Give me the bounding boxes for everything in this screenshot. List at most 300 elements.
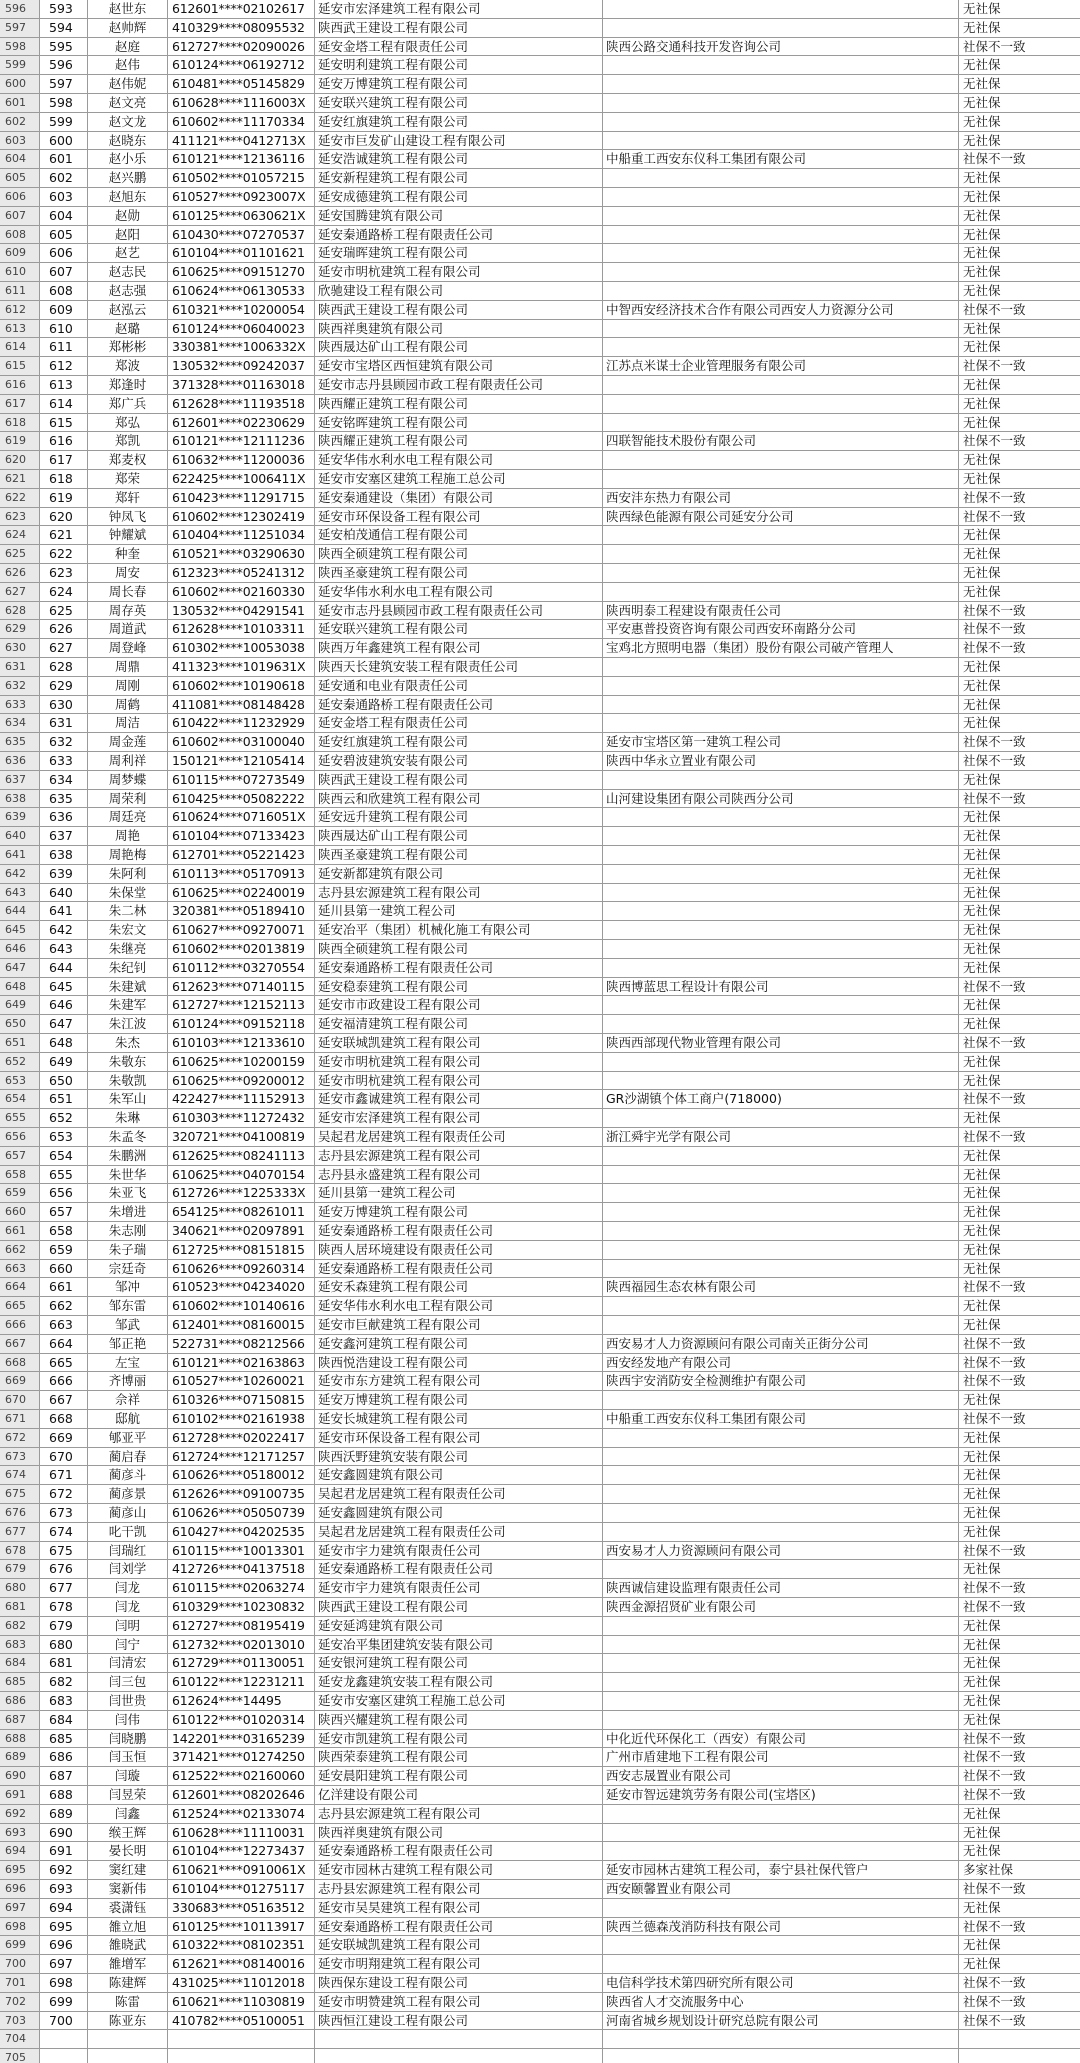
name-cell[interactable]: 郑弘 — [88, 414, 168, 432]
social-security-company-cell[interactable]: 西安沣东热力有限公司 — [603, 489, 959, 507]
seq-number-cell[interactable]: 655 — [40, 1166, 88, 1184]
status-cell[interactable]: 无社保 — [963, 170, 1001, 186]
company-cell[interactable]: 延安晨阳建筑工程有限公司 — [315, 1767, 603, 1785]
status-cell[interactable]: 无社保 — [963, 471, 1001, 486]
id-number-cell[interactable]: 610104****01101621 — [168, 244, 315, 262]
status-cell[interactable]: 无社保 — [963, 226, 1001, 242]
id-number-cell[interactable]: 612601****08202646 — [168, 1786, 315, 1804]
company-cell[interactable]: 陕西耀正建筑工程有限公司 — [315, 395, 603, 413]
social-security-company-cell[interactable] — [603, 338, 959, 356]
id-number-cell[interactable]: 610303****11272432 — [168, 1109, 315, 1127]
name-cell[interactable]: 晏长明 — [88, 1842, 168, 1860]
id-number-cell[interactable]: 610321****10200054 — [168, 301, 315, 319]
name-cell[interactable]: 周金莲 — [88, 733, 168, 751]
social-security-company-cell[interactable] — [603, 94, 959, 112]
seq-number-cell[interactable]: 623 — [40, 564, 88, 582]
status-cell[interactable]: 无社保 — [963, 828, 1001, 844]
company-cell[interactable]: 延安浩诚建筑工程有限公司 — [315, 150, 603, 168]
status-cell[interactable]: 社保不一致 — [963, 1335, 1026, 1351]
social-security-company-cell[interactable] — [603, 959, 959, 977]
status-cell[interactable]: 社保不一致 — [963, 1768, 1026, 1784]
id-number-cell[interactable]: 330683****05163512 — [168, 1899, 315, 1917]
name-cell[interactable]: 朱琳 — [88, 1109, 168, 1127]
social-security-company-cell[interactable]: 陕西金源招贤矿业有限公司 — [603, 1598, 959, 1616]
name-cell[interactable]: 郑轩 — [88, 489, 168, 507]
name-cell[interactable]: 闫昱荣 — [88, 1786, 168, 1804]
status-cell[interactable]: 无社保 — [963, 339, 1001, 355]
name-cell[interactable]: 周洁 — [88, 714, 168, 732]
name-cell[interactable]: 朱纪钊 — [88, 959, 168, 977]
seq-number-cell[interactable]: 668 — [40, 1410, 88, 1428]
company-cell[interactable]: 延安冶平集团建筑安装有限公司 — [315, 1636, 603, 1654]
name-cell[interactable]: 缑王辉 — [88, 1824, 168, 1842]
status-cell[interactable]: 无社保 — [963, 1617, 1001, 1633]
social-security-company-cell[interactable]: 西安经发地产有限公司 — [603, 1354, 959, 1372]
social-security-company-cell[interactable]: 西安颐馨置业有限公司 — [603, 1880, 959, 1898]
company-cell[interactable]: 延安联城凯建筑工程有限公司 — [315, 1034, 603, 1052]
status-cell[interactable]: 社保不一致 — [963, 38, 1026, 54]
id-number-cell[interactable]: 610602****10190618 — [168, 677, 315, 695]
social-security-company-cell[interactable] — [603, 545, 959, 563]
social-security-company-cell[interactable] — [603, 169, 959, 187]
seq-number-cell[interactable]: 700 — [40, 2012, 88, 2030]
id-number-cell[interactable]: 610602****02013819 — [168, 940, 315, 958]
company-cell[interactable]: 延安市宇力建筑有限责任公司 — [315, 1579, 603, 1597]
name-cell[interactable]: 朱军山 — [88, 1090, 168, 1108]
name-cell[interactable]: 周刚 — [88, 677, 168, 695]
name-cell[interactable]: 左宝 — [88, 1354, 168, 1372]
status-cell[interactable]: 社保不一致 — [963, 753, 1026, 768]
social-security-company-cell[interactable] — [603, 1955, 959, 1973]
seq-number-cell[interactable]: 634 — [40, 771, 88, 789]
seq-number-cell[interactable]: 639 — [40, 865, 88, 883]
seq-number-cell[interactable]: 645 — [40, 978, 88, 996]
status-cell[interactable]: 社保不一致 — [963, 508, 1026, 524]
id-number-cell[interactable]: 610632****11200036 — [168, 451, 315, 469]
company-cell[interactable]: 延安长城建筑工程有限公司 — [315, 1410, 603, 1428]
seq-number-cell[interactable]: 604 — [40, 207, 88, 225]
company-cell[interactable]: 志丹县永盛建筑工程有限公司 — [315, 1166, 603, 1184]
name-cell[interactable]: 蔺启春 — [88, 1448, 168, 1466]
status-cell[interactable]: 社保不一致 — [963, 978, 1026, 994]
company-cell[interactable]: 延安秦通路桥工程有限责任公司 — [315, 1842, 603, 1860]
name-cell[interactable]: 朱继亮 — [88, 940, 168, 958]
seq-number-cell[interactable]: 621 — [40, 526, 88, 544]
social-security-company-cell[interactable] — [603, 1805, 959, 1823]
social-security-company-cell[interactable] — [603, 1824, 959, 1842]
social-security-company-cell[interactable] — [603, 1711, 959, 1729]
status-cell[interactable]: 社保不一致 — [963, 1373, 1026, 1389]
id-number-cell[interactable]: 330381****1006332X — [168, 338, 315, 356]
id-number-cell[interactable]: 411121****0412713X — [168, 132, 315, 150]
id-number-cell[interactable]: 610326****07150815 — [168, 1391, 315, 1409]
id-number-cell[interactable]: 610425****05082222 — [168, 790, 315, 808]
status-cell[interactable]: 社保不一致 — [963, 1091, 1026, 1107]
status-cell[interactable]: 社保不一致 — [963, 1599, 1026, 1614]
status-cell[interactable]: 无社保 — [963, 847, 1001, 862]
name-cell[interactable]: 种奎 — [88, 545, 168, 563]
social-security-company-cell[interactable]: 中船重工西安东仪科工集团有限公司 — [603, 1410, 959, 1428]
name-cell[interactable]: 叱干凯 — [88, 1523, 168, 1541]
company-cell[interactable]: 延安鑫圆建筑有限公司 — [315, 1466, 603, 1484]
name-cell[interactable]: 周荣利 — [88, 790, 168, 808]
social-security-company-cell[interactable]: 西安易才人力资源顾问有限公司 — [603, 1542, 959, 1560]
status-cell[interactable]: 社保不一致 — [963, 1975, 1026, 1990]
social-security-company-cell[interactable] — [603, 902, 959, 920]
seq-number-cell[interactable]: 698 — [40, 1974, 88, 1992]
name-cell[interactable]: 闫龙 — [88, 1598, 168, 1616]
id-number-cell[interactable]: 610625****04070154 — [168, 1166, 315, 1184]
status-cell[interactable]: 无社保 — [963, 57, 1001, 73]
seq-number-cell[interactable]: 675 — [40, 1542, 88, 1560]
seq-number-cell[interactable]: 605 — [40, 226, 88, 244]
id-number-cell[interactable]: 612725****08151815 — [168, 1241, 315, 1259]
social-security-company-cell[interactable] — [603, 1899, 959, 1917]
seq-number-cell[interactable]: 697 — [40, 1955, 88, 1973]
status-cell[interactable]: 无社保 — [963, 1429, 1001, 1445]
seq-number-cell[interactable]: 644 — [40, 959, 88, 977]
seq-number-cell[interactable]: 602 — [40, 169, 88, 187]
company-cell[interactable]: 延安远升建筑工程有限公司 — [315, 808, 603, 826]
id-number-cell[interactable]: 610423****11291715 — [168, 489, 315, 507]
seq-number-cell[interactable]: 678 — [40, 1598, 88, 1616]
company-cell[interactable]: 延安万博建筑工程有限公司 — [315, 1203, 603, 1221]
seq-number-cell[interactable]: 643 — [40, 940, 88, 958]
company-cell[interactable]: 陕西兴耀建筑工程有限公司 — [315, 1711, 603, 1729]
company-cell[interactable]: 延安秦通建设（集团）有限公司 — [315, 489, 603, 507]
company-cell[interactable]: 陕西祥奥建筑有限公司 — [315, 1824, 603, 1842]
social-security-company-cell[interactable] — [603, 846, 959, 864]
seq-number-cell[interactable]: 647 — [40, 1015, 88, 1033]
status-cell[interactable]: 无社保 — [963, 865, 1001, 881]
company-cell[interactable]: 陕西全硕建筑工程有限公司 — [315, 545, 603, 563]
seq-number-cell[interactable]: 672 — [40, 1485, 88, 1503]
seq-number-cell[interactable]: 690 — [40, 1824, 88, 1842]
social-security-company-cell[interactable] — [603, 526, 959, 544]
company-cell[interactable] — [315, 2030, 603, 2048]
id-number-cell[interactable]: 612601****02230629 — [168, 414, 315, 432]
status-cell[interactable]: 无社保 — [963, 1486, 1001, 1502]
company-cell[interactable]: 陕西武王建设工程有限公司 — [315, 1598, 603, 1616]
name-cell[interactable]: 周鹤 — [88, 696, 168, 714]
seq-number-cell[interactable]: 613 — [40, 376, 88, 394]
social-security-company-cell[interactable] — [603, 1241, 959, 1259]
id-number-cell[interactable]: 612522****02160060 — [168, 1767, 315, 1785]
company-cell[interactable]: 延安金塔工程有限责任公司 — [315, 38, 603, 56]
name-cell[interactable]: 朱志刚 — [88, 1222, 168, 1240]
name-cell[interactable]: 蔺彦景 — [88, 1485, 168, 1503]
status-cell[interactable]: 无社保 — [963, 264, 1001, 280]
company-cell[interactable]: 延安新程建筑工程有限公司 — [315, 169, 603, 187]
company-cell[interactable]: 延安秦通路桥工程有限责任公司 — [315, 1560, 603, 1578]
name-cell[interactable]: 赵旭东 — [88, 188, 168, 206]
id-number-cell[interactable]: 610121****02163863 — [168, 1354, 315, 1372]
company-cell[interactable]: 吴起君龙居建筑工程有限责任公司 — [315, 1128, 603, 1146]
social-security-company-cell[interactable]: 陕西宇安消防安全检测维护有限公司 — [603, 1372, 959, 1390]
seq-number-cell[interactable]: 666 — [40, 1372, 88, 1390]
social-security-company-cell[interactable] — [603, 1109, 959, 1127]
status-cell[interactable]: 无社保 — [963, 395, 1001, 411]
id-number-cell[interactable]: 610115****10013301 — [168, 1542, 315, 1560]
id-number-cell[interactable]: 410782****05100051 — [168, 2012, 315, 2030]
name-cell[interactable]: 周长春 — [88, 583, 168, 601]
company-cell[interactable]: 陕西悦浩建设工程有限公司 — [315, 1354, 603, 1372]
name-cell[interactable]: 赵兴鹏 — [88, 169, 168, 187]
id-number-cell[interactable]: 610602****10140616 — [168, 1297, 315, 1315]
social-security-company-cell[interactable]: 山河建设集团有限公司陕西分公司 — [603, 790, 959, 808]
status-cell[interactable]: 无社保 — [963, 283, 1001, 298]
company-cell[interactable]: 延安市吴昊建筑工程有限公司 — [315, 1899, 603, 1917]
seq-number-cell[interactable]: 635 — [40, 790, 88, 808]
company-cell[interactable]: 延安华伟水利水电工程有限公司 — [315, 1297, 603, 1315]
company-cell[interactable]: 延安鑫圆建筑有限公司 — [315, 1504, 603, 1522]
seq-number-cell[interactable]: 601 — [40, 150, 88, 168]
status-cell[interactable]: 无社保 — [963, 903, 1001, 919]
id-number-cell[interactable]: 610521****03290630 — [168, 545, 315, 563]
status-cell[interactable]: 社保不一致 — [963, 1035, 1026, 1050]
social-security-company-cell[interactable]: 宝鸡北方照明电器（集团）股份有限公司破产管理人 — [603, 639, 959, 657]
company-cell[interactable]: 延安市巨发矿山建设工程有限公司 — [315, 132, 603, 150]
company-cell[interactable]: 延安金塔工程有限责任公司 — [315, 714, 603, 732]
id-number-cell[interactable]: 610329****10230832 — [168, 1598, 315, 1616]
seq-number-cell[interactable]: 653 — [40, 1128, 88, 1146]
seq-number-cell[interactable]: 631 — [40, 714, 88, 732]
company-cell[interactable]: 延安市明翔建筑工程有限公司 — [315, 1955, 603, 1973]
status-cell[interactable]: 社保不一致 — [963, 489, 1026, 505]
social-security-company-cell[interactable] — [603, 996, 959, 1014]
social-security-company-cell[interactable] — [603, 696, 959, 714]
id-number-cell[interactable]: 610124****06192712 — [168, 56, 315, 74]
company-cell[interactable]: 亿洋建设有限公司 — [315, 1786, 603, 1804]
seq-number-cell[interactable]: 689 — [40, 1805, 88, 1823]
id-number-cell[interactable]: 610523****04234020 — [168, 1278, 315, 1296]
company-cell[interactable]: 延安市巨献建筑工程有限公司 — [315, 1316, 603, 1334]
company-cell[interactable]: 延安秦通路桥工程有限责任公司 — [315, 1222, 603, 1240]
social-security-company-cell[interactable] — [603, 1316, 959, 1334]
seq-number-cell[interactable]: 651 — [40, 1090, 88, 1108]
social-security-company-cell[interactable] — [603, 263, 959, 281]
company-cell[interactable]: 欣驰建设工程有限公司 — [315, 282, 603, 300]
id-number-cell[interactable]: 612624****14495 — [168, 1692, 315, 1710]
id-number-cell[interactable]: 411081****08148428 — [168, 696, 315, 714]
id-number-cell[interactable]: 612728****02022417 — [168, 1429, 315, 1447]
name-cell[interactable]: 邹冲 — [88, 1278, 168, 1296]
company-cell[interactable]: 吴起君龙居建筑工程有限责任公司 — [315, 1523, 603, 1541]
social-security-company-cell[interactable] — [603, 56, 959, 74]
company-cell[interactable]: 延安市宝塔区西恒建筑有限公司 — [315, 357, 603, 375]
company-cell[interactable] — [315, 2049, 603, 2063]
status-cell[interactable]: 无社保 — [963, 696, 1001, 712]
status-cell[interactable]: 无社保 — [963, 19, 1001, 35]
status-cell[interactable]: 无社保 — [963, 1053, 1001, 1069]
name-cell[interactable]: 朱子瑞 — [88, 1241, 168, 1259]
name-cell[interactable]: 朱敬凯 — [88, 1072, 168, 1090]
social-security-company-cell[interactable]: 陕西省人才交流服务中心 — [603, 1993, 959, 2011]
id-number-cell[interactable]: 610125****10113917 — [168, 1918, 315, 1936]
social-security-company-cell[interactable]: 延安市智远建筑劳务有限公司(宝塔区) — [603, 1786, 959, 1804]
social-security-company-cell[interactable]: 延安市园林古建筑工程公司，泰宁县社保代管户 — [603, 1861, 959, 1879]
id-number-cell[interactable]: 610102****02161938 — [168, 1410, 315, 1428]
seq-number-cell[interactable]: 652 — [40, 1109, 88, 1127]
seq-number-cell[interactable]: 619 — [40, 489, 88, 507]
status-cell[interactable]: 无社保 — [963, 809, 1001, 825]
name-cell[interactable]: 郇亚平 — [88, 1429, 168, 1447]
status-cell[interactable]: 无社保 — [963, 1693, 1001, 1708]
seq-number-cell[interactable]: 663 — [40, 1316, 88, 1334]
seq-number-cell[interactable]: 616 — [40, 432, 88, 450]
company-cell[interactable]: 延安成德建筑工程有限公司 — [315, 188, 603, 206]
id-number-cell[interactable]: 612601****02102617 — [168, 0, 315, 18]
company-cell[interactable]: 延安市安塞区建筑工程施工总公司 — [315, 470, 603, 488]
seq-number-cell[interactable]: 637 — [40, 827, 88, 845]
status-cell[interactable]: 社保不一致 — [963, 1918, 1026, 1934]
name-cell[interactable]: 赵阳 — [88, 226, 168, 244]
name-cell[interactable]: 周道武 — [88, 620, 168, 638]
status-cell[interactable]: 无社保 — [963, 245, 1001, 261]
social-security-company-cell[interactable] — [603, 282, 959, 300]
seq-number-cell[interactable]: 664 — [40, 1335, 88, 1353]
company-cell[interactable]: 延安市宏泽建筑工程有限公司 — [315, 0, 603, 18]
social-security-company-cell[interactable] — [603, 714, 959, 732]
seq-number-cell[interactable]: 683 — [40, 1692, 88, 1710]
id-number-cell[interactable]: 612726****1225333X — [168, 1184, 315, 1202]
social-security-company-cell[interactable]: 延安市宝塔区第一建筑工程公司 — [603, 733, 959, 751]
social-security-company-cell[interactable] — [603, 940, 959, 958]
id-number-cell[interactable]: 422427****11152913 — [168, 1090, 315, 1108]
seq-number-cell[interactable]: 607 — [40, 263, 88, 281]
company-cell[interactable]: 延安秦通路桥工程有限责任公司 — [315, 959, 603, 977]
name-cell[interactable]: 朱阿利 — [88, 865, 168, 883]
status-cell[interactable]: 无社保 — [963, 527, 1001, 543]
company-cell[interactable]: 陕西耀正建筑工程有限公司 — [315, 432, 603, 450]
company-cell[interactable]: 延安龙鑫建筑安装工程有限公司 — [315, 1673, 603, 1691]
status-cell[interactable]: 无社保 — [963, 1674, 1001, 1690]
company-cell[interactable]: 延安秦通路桥工程有限责任公司 — [315, 1260, 603, 1278]
company-cell[interactable]: 延安市明杭建筑工程有限公司 — [315, 1072, 603, 1090]
company-cell[interactable]: 延安万博建筑工程有限公司 — [315, 75, 603, 93]
status-cell[interactable]: 无社保 — [963, 1561, 1001, 1577]
name-cell[interactable]: 郑彬彬 — [88, 338, 168, 356]
name-cell[interactable]: 邹正艳 — [88, 1335, 168, 1353]
status-cell[interactable]: 无社保 — [963, 1467, 1001, 1483]
company-cell[interactable]: 延安冶平（集团）机械化施工有限公司 — [315, 921, 603, 939]
company-cell[interactable]: 延安联兴建筑工程有限公司 — [315, 94, 603, 112]
company-cell[interactable]: 志丹县宏源建筑工程有限公司 — [315, 1147, 603, 1165]
id-number-cell[interactable]: 612727****02090026 — [168, 38, 315, 56]
seq-number-cell[interactable]: 630 — [40, 696, 88, 714]
name-cell[interactable]: 周安 — [88, 564, 168, 582]
id-number-cell[interactable]: 320381****05189410 — [168, 902, 315, 920]
name-cell[interactable]: 朱江波 — [88, 1015, 168, 1033]
seq-number-cell[interactable]: 642 — [40, 921, 88, 939]
name-cell[interactable]: 闫龙 — [88, 1579, 168, 1597]
seq-number-cell[interactable]: 626 — [40, 620, 88, 638]
status-cell[interactable]: 无社保 — [963, 771, 1001, 787]
company-cell[interactable]: 延安通和电业有限责任公司 — [315, 677, 603, 695]
id-number-cell[interactable]: 612727****12152113 — [168, 996, 315, 1014]
status-cell[interactable]: 社保不一致 — [963, 1749, 1026, 1765]
company-cell[interactable]: 延安市宏泽建筑工程有限公司 — [315, 1109, 603, 1127]
company-cell[interactable]: 延安国腾建筑有限公司 — [315, 207, 603, 225]
seq-number-cell[interactable]: 659 — [40, 1241, 88, 1259]
status-cell[interactable]: 无社保 — [963, 452, 1001, 468]
id-number-cell[interactable]: 150121****12105414 — [168, 752, 315, 770]
name-cell[interactable]: 郑波 — [88, 357, 168, 375]
status-cell[interactable]: 社保不一致 — [963, 640, 1026, 656]
status-cell[interactable]: 社保不一致 — [963, 1881, 1026, 1896]
company-cell[interactable]: 延安银河建筑工程有限公司 — [315, 1654, 603, 1672]
status-cell[interactable]: 社保不一致 — [963, 1542, 1026, 1558]
name-cell[interactable]: 闫鑫 — [88, 1805, 168, 1823]
company-cell[interactable]: 延安红旗建筑工程有限公司 — [315, 113, 603, 131]
social-security-company-cell[interactable]: 陕西博蓝思工程设计有限公司 — [603, 978, 959, 996]
seq-number-cell[interactable]: 676 — [40, 1560, 88, 1578]
company-cell[interactable]: 陕西晟达矿山工程有限公司 — [315, 338, 603, 356]
social-security-company-cell[interactable] — [603, 75, 959, 93]
seq-number-cell[interactable]: 625 — [40, 602, 88, 620]
company-cell[interactable]: 延安秦通路桥工程有限责任公司 — [315, 1918, 603, 1936]
name-cell[interactable]: 闫伟 — [88, 1711, 168, 1729]
social-security-company-cell[interactable] — [603, 226, 959, 244]
name-cell[interactable]: 朱增进 — [88, 1203, 168, 1221]
company-cell[interactable]: 延安华伟水利水电工程有限公司 — [315, 451, 603, 469]
id-number-cell[interactable]: 610112****03270554 — [168, 959, 315, 977]
social-security-company-cell[interactable]: 陕西西部现代物业管理有限公司 — [603, 1034, 959, 1052]
company-cell[interactable]: 延安华伟水利水电工程有限公司 — [315, 583, 603, 601]
social-security-company-cell[interactable]: 中船重工西安东仪科工集团有限公司 — [603, 150, 959, 168]
social-security-company-cell[interactable]: 广州市盾建地下工程有限公司 — [603, 1748, 959, 1766]
id-number-cell[interactable]: 610115****07273549 — [168, 771, 315, 789]
status-cell[interactable]: 社保不一致 — [963, 1129, 1026, 1144]
name-cell[interactable]: 朱世华 — [88, 1166, 168, 1184]
status-cell[interactable]: 社保不一致 — [963, 2012, 1026, 2028]
id-number-cell[interactable]: 412726****04137518 — [168, 1560, 315, 1578]
company-cell[interactable]: 陕西全硕建筑工程有限公司 — [315, 940, 603, 958]
seq-number-cell[interactable]: 686 — [40, 1748, 88, 1766]
social-security-company-cell[interactable] — [603, 1166, 959, 1184]
id-number-cell[interactable]: 371328****01163018 — [168, 376, 315, 394]
social-security-company-cell[interactable] — [603, 2030, 959, 2048]
seq-number-cell[interactable]: 695 — [40, 1918, 88, 1936]
social-security-company-cell[interactable]: 中化近代环保化工（西安）有限公司 — [603, 1730, 959, 1748]
id-number-cell[interactable]: 612701****05221423 — [168, 846, 315, 864]
id-number-cell[interactable]: 610125****0630621X — [168, 207, 315, 225]
name-cell[interactable]: 朱保堂 — [88, 884, 168, 902]
seq-number-cell[interactable]: 593 — [40, 0, 88, 18]
seq-number-cell[interactable]: 641 — [40, 902, 88, 920]
id-number-cell[interactable]: 612524****02133074 — [168, 1805, 315, 1823]
status-cell[interactable]: 社保不一致 — [963, 790, 1026, 806]
id-number-cell[interactable]: 610121****12136116 — [168, 150, 315, 168]
social-security-company-cell[interactable] — [603, 132, 959, 150]
company-cell[interactable]: 延安鑫河建筑工程有限公司 — [315, 1335, 603, 1353]
name-cell[interactable]: 佘祥 — [88, 1391, 168, 1409]
name-cell[interactable]: 闫三包 — [88, 1673, 168, 1691]
id-number-cell[interactable]: 612732****02013010 — [168, 1636, 315, 1654]
company-cell[interactable]: 延安市安塞区建筑工程施工总公司 — [315, 1692, 603, 1710]
seq-number-cell[interactable]: 684 — [40, 1711, 88, 1729]
id-number-cell[interactable]: 612621****08140016 — [168, 1955, 315, 1973]
company-cell[interactable]: 陕西武王建设工程有限公司 — [315, 19, 603, 37]
name-cell[interactable]: 朱孟冬 — [88, 1128, 168, 1146]
name-cell[interactable]: 赵文亮 — [88, 94, 168, 112]
id-number-cell[interactable]: 612628****11193518 — [168, 395, 315, 413]
seq-number-cell[interactable]: 622 — [40, 545, 88, 563]
name-cell[interactable]: 朱杰 — [88, 1034, 168, 1052]
seq-number-cell[interactable]: 596 — [40, 56, 88, 74]
company-cell[interactable]: 陕西云和欣建筑工程有限公司 — [315, 790, 603, 808]
name-cell[interactable]: 赵庭 — [88, 38, 168, 56]
